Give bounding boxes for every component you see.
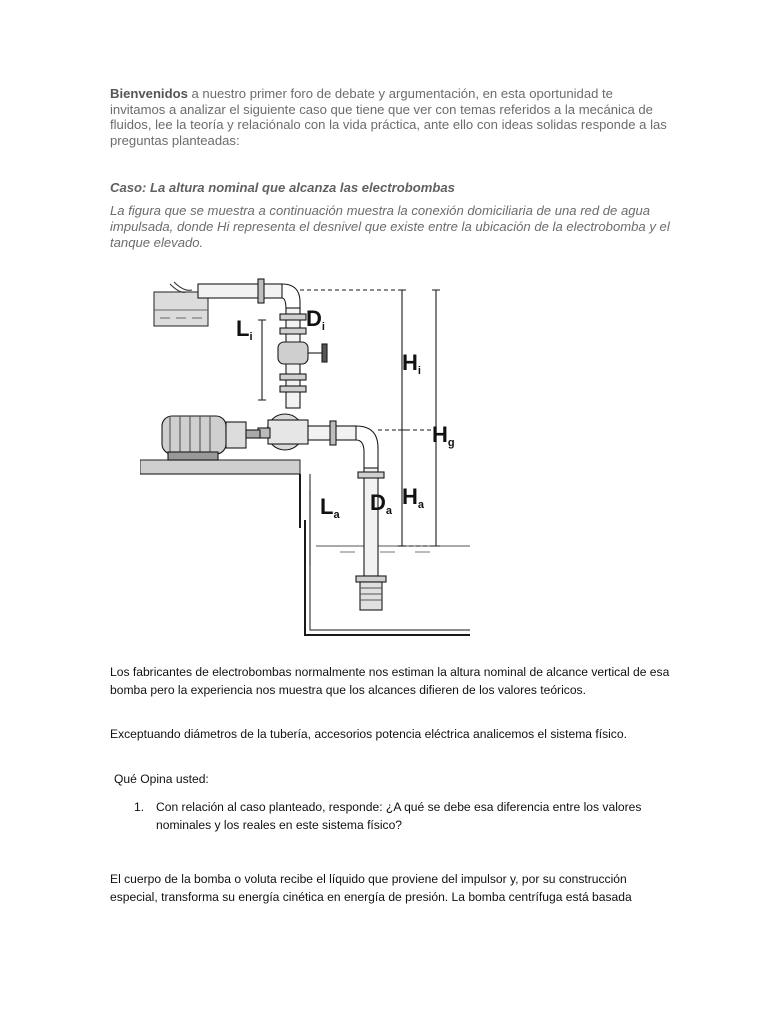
paragraph-excepting: Exceptuando diámetros de la tubería, accesorios potencia eléctrica analicemos el sistema físico.: [110, 727, 627, 741]
label-ha: Ha: [402, 484, 425, 511]
intro-rest: a nuestro primer foro de debate y argumentación, en esta oportunidad te invitamos a analizar el siguiente caso que tiene que ver con temas referidos a la mecánica de fluidos, lee la teoría y relaciónalo con la vida práctica, ante ello con ideas solidas responde a las preguntas planteadas:: [110, 86, 667, 148]
intro-paragraph: [110, 86, 670, 148]
question-1-number: 1.: [134, 800, 145, 814]
label-hg: Hg: [432, 422, 455, 449]
question-1-text: Con relación al caso planteado, responde: ¿A qué se debe esa diferencia entre los valores nominales y los reales en este sistema físico?: [156, 800, 642, 832]
label-hi: Hi: [402, 350, 421, 377]
case-title: Caso: La altura nominal que alcanza las electrobombas: [110, 180, 455, 195]
label-li: Li: [236, 316, 253, 343]
case-description: La figura que se muestra a continuación muestra la conexión domiciliaria de una red de agua impulsada, donde Hi representa el desnivel que existe entre la ubicación de la electrobomba y el tanque elevado.: [110, 203, 670, 250]
label-da: Da: [370, 490, 393, 517]
intro-lead: Bienvenidos: [110, 86, 188, 101]
label-la: La: [320, 494, 340, 521]
paragraph-pump-body: El cuerpo de la bomba o voluta recibe el líquido que proviene del impulsor y, por su construcción especial, transforma su energía cinética en energía de presión. La bomba centrífuga está basada: [110, 872, 632, 904]
pump-system-diagram: [140, 270, 470, 650]
paragraph-opinion: Qué Opina usted:: [114, 772, 209, 786]
paragraph-manufacturers: Los fabricantes de electrobombas normalmente nos estiman la altura nominal de alcance vertical de esa bomba pero la experiencia nos muestra que los alcances difieren de los valores teóricos.: [110, 665, 670, 697]
label-di: Di: [306, 306, 325, 333]
platform-hatch: [140, 460, 300, 520]
